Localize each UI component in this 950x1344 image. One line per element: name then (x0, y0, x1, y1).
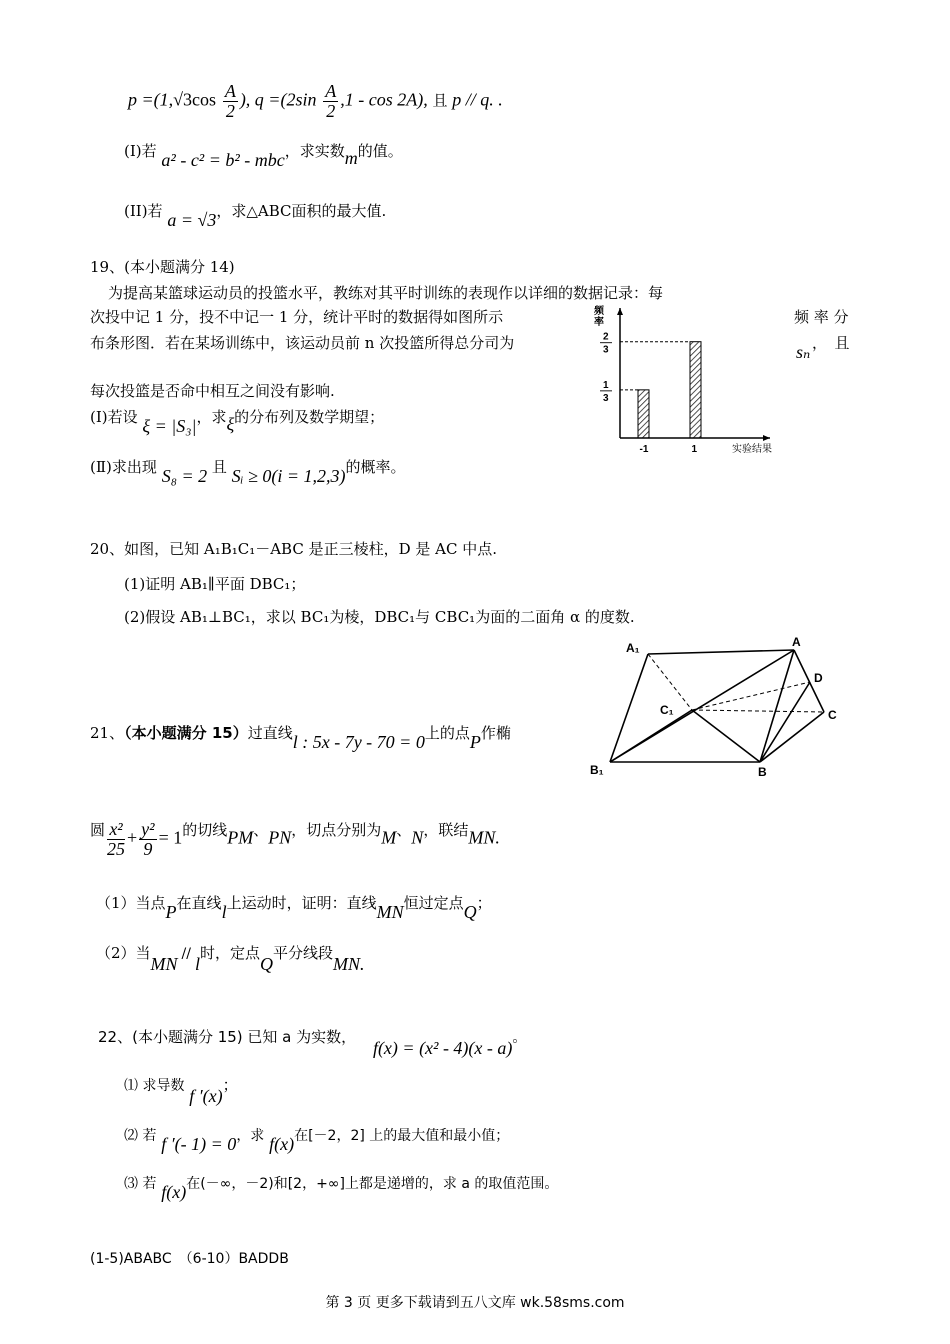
q19-part1-label: (I)若设 (90, 408, 138, 426)
q21-part1-mn: MN (376, 902, 404, 922)
q19-part1-var: ξ (226, 414, 235, 434)
q19-part1-text: ，求 (196, 408, 227, 426)
x-tick-1: 1 (691, 444, 698, 455)
q21-text4: 的切线 (182, 821, 228, 840)
q18-tail: ,1 - cos 2A), (340, 89, 428, 110)
q22-p3-label: ⑶ 若 (124, 1176, 157, 1192)
bar-1 (690, 342, 701, 438)
edge-c1-d (692, 682, 810, 710)
q21-part2-a: （2）当 (96, 944, 151, 962)
q18-frac-a2: $\frac{A}{2}$ (224, 81, 236, 121)
x-axis-arrow (763, 435, 770, 441)
q21-part1-p: P (165, 902, 177, 922)
q18-stem (128, 82, 503, 121)
label-b: B (758, 765, 767, 779)
q18-cos: cos (192, 89, 217, 110)
q21-text1: 过直线 (247, 724, 293, 742)
q18-part1-text: ，求实数 (284, 142, 345, 160)
edge-a1-a (648, 650, 794, 654)
q18-part1-expr: a² - c² = b² - mbc (161, 150, 285, 170)
bar--1 (638, 390, 649, 438)
q20-part1: (1)证明 AB₁∥平面 DBC₁； (124, 575, 306, 593)
q18-part1 (124, 140, 403, 170)
q21-frac-y: $\frac{\text{y²}}{9}$ (141, 819, 155, 859)
q19-header: 19、(本小题满分 14) (90, 258, 235, 276)
q22-p1-label: ⑴ 求导数 (124, 1078, 185, 1094)
q19-line2-right: 频 率 分 (794, 308, 849, 326)
y-tick-num-0: 1 (603, 379, 609, 391)
q22-p2-end: 在[－2，2] 上的最大值和最小值； (294, 1128, 510, 1144)
label-a: A (792, 635, 801, 649)
q18-parallel: p // q. . (452, 89, 503, 110)
q21-num: 21、 (90, 724, 125, 742)
edge-c1-c (692, 710, 824, 712)
q19-part2 (90, 456, 406, 486)
q18-part1-var: m (344, 148, 358, 168)
q21-n: N (411, 827, 424, 848)
q21-eq: = 1 (158, 827, 183, 848)
q21-part2-par: // (181, 946, 191, 962)
q19-part2-expr1: S₈ = 2 (161, 466, 208, 486)
q19-part1-end: 的分布列及数学期望； (234, 408, 385, 426)
q21-ellipse-line (90, 820, 500, 859)
y-axis-label-2: 率 (594, 317, 604, 328)
q22-p3-fx: f(x) (161, 1182, 187, 1202)
q22-p2-expr: f ′(- 1) = 0 (161, 1134, 237, 1154)
q21-part1 (96, 892, 492, 922)
q19-line1: 为提高某篮球运动员的投篮水平，教练对其平时训练的表现作以详细的数据记录：每 (108, 284, 664, 302)
y-axis-arrow (617, 308, 623, 315)
q21-part2-c: 平分线段 (273, 944, 334, 962)
label-c1: C₁ (660, 703, 674, 717)
q22-p2-mid: ，求 (236, 1128, 265, 1144)
q21-part1-c: 上运动时，证明：直线 (226, 894, 377, 912)
q19-part2-end: 的概率。 (345, 458, 406, 476)
q18-part1-end: 的值。 (357, 142, 403, 160)
edge-c1-b (692, 710, 760, 762)
q22-part2 (124, 1124, 510, 1154)
edge-a1-c1 (648, 654, 692, 710)
q22-fx-end: 。 (512, 1030, 527, 1046)
q18-frac-a2b: $\frac{A}{2}$ (325, 81, 337, 121)
q21-part2-q: Q (260, 954, 274, 974)
q18-sqrt3: √3 (173, 89, 193, 110)
q20-header: 20、如图，已知 A₁B₁C₁－ABC 是正三棱柱，D 是 AC 中点. (90, 540, 498, 558)
edge-d-b (760, 682, 810, 762)
q21-part2-b: 时，定点 (200, 944, 261, 962)
y-axis-label: 频 (594, 306, 604, 317)
frequency-bar-chart (580, 296, 780, 466)
q21-m: M (381, 827, 397, 848)
q22-header-line (98, 1026, 527, 1058)
q19-part2-label: (Ⅱ)求出现 (90, 458, 157, 476)
q19-part1 (90, 406, 385, 436)
edge-b1-c1 (610, 710, 692, 762)
label-b1: B₁ (590, 763, 604, 777)
q22-p1-end: ； (222, 1076, 238, 1094)
label-d: D (814, 671, 823, 685)
y-tick-den-1: 3 (603, 344, 609, 356)
answer-key: (1-5)ABABC （6-10）BADDB (90, 1251, 289, 1267)
q20-part2: (2)假设 AB₁⊥BC₁，求以 BC₁为棱，DBC₁与 CBC₁为面的二面角 α 的度数. (124, 608, 635, 626)
q18-part2 (124, 200, 387, 230)
q18-p-eq: p =(1, (128, 89, 174, 110)
q21-part1-a: （1）当点 (96, 894, 166, 912)
q21-text2: 上的点 (424, 724, 470, 742)
q21-part1-d: 恒过定点 (403, 894, 464, 912)
x-axis-label: 实验结果 (732, 444, 772, 455)
q21-part1-q: Q (463, 902, 477, 922)
q18-part1-label: (I)若 (124, 142, 157, 160)
q22-p2-fx: f(x) (269, 1134, 295, 1154)
q21-text6: ，联结 (423, 821, 469, 840)
q22-fx: f(x) = (x² - 4)(x - a) (372, 1038, 513, 1058)
y-tick-num-1: 2 (603, 331, 609, 343)
label-a1: A₁ (626, 641, 640, 655)
q22-header: 22、(本小题满分 15) 已知 a 为实数， (98, 1028, 357, 1046)
q18-part2-expr: a = √3 (167, 210, 217, 230)
q19-line3-right: ， 且 (812, 334, 850, 352)
q19-part2-and: 且 (211, 458, 227, 476)
q21-header (90, 722, 511, 752)
q22-p1-expr: f ′(x) (189, 1086, 223, 1106)
q21-part1-b: 在直线 (176, 894, 222, 912)
q21-point: P (469, 732, 481, 752)
q18-part2-text: ，求△ABC面积的最大值. (216, 202, 387, 220)
page-footer: 第 3 页 更多下载请到五八文库 wk.58sms.com (325, 1295, 625, 1311)
q21-part2-l: l (194, 954, 200, 974)
q21-pn: PN (268, 827, 292, 848)
q19-part1-expr: ξ = |S₃| (142, 416, 197, 436)
q19-part2-expr2: Sᵢ ≥ 0(i = 1,2,3) (231, 466, 346, 486)
y-tick-den-0: 3 (603, 392, 609, 404)
q21-part2-mn: MN (150, 954, 178, 974)
q21-pm: PM (227, 827, 254, 848)
q21-ell-prefix: 圆 (90, 821, 106, 840)
q18-and: 且 (432, 91, 448, 110)
q21-header-bold: （本小题满分 15） (124, 724, 248, 742)
x-tick--1: -1 (639, 444, 649, 455)
q22-part3 (124, 1172, 559, 1202)
q21-line-expr: l : 5x - 7y - 70 = 0 (292, 732, 425, 752)
q22-p2-label: ⑵ 若 (124, 1128, 157, 1144)
edge-a1-b1 (610, 654, 648, 762)
q21-plus: + (127, 827, 138, 848)
label-c: C (828, 708, 837, 722)
q21-sep1: 、 (253, 821, 269, 840)
edge-c-b (760, 712, 824, 762)
q22-part1 (124, 1074, 238, 1106)
q19-line3-var: sₙ (796, 342, 811, 362)
q21-text5: ，切点分别为 (291, 821, 382, 840)
q18-mid: ), q =(2sin (239, 89, 317, 110)
q21-part1-e: ； (476, 894, 492, 912)
q21-part2-mn2: MN. (333, 954, 365, 974)
q18-part2-label: (II)若 (124, 202, 163, 220)
q21-text3: 作椭 (480, 724, 511, 742)
q21-mn: MN. (468, 827, 500, 848)
q21-sep2: 、 (396, 821, 412, 840)
prism-figure (588, 632, 850, 780)
q19-line3: 布条形图．若在某场训练中，该运动员前 n 次投篮所得总分司为 (90, 334, 515, 352)
q21-part1-l: l (221, 902, 227, 922)
q21-frac-x: $\frac{\text{x²}}{25}$ (107, 819, 126, 859)
q22-p3-end: 在(－∞，－2)和[2，+∞]上都是递增的，求 a 的取值范围。 (186, 1176, 559, 1192)
q19-line4: 每次投篮是否命中相互之间没有影响. (90, 382, 335, 400)
q19-line2: 次投中记 1 分，投不中记一 1 分，统计平时的数据得如图所示 (90, 308, 504, 326)
q21-part2 (96, 942, 365, 974)
